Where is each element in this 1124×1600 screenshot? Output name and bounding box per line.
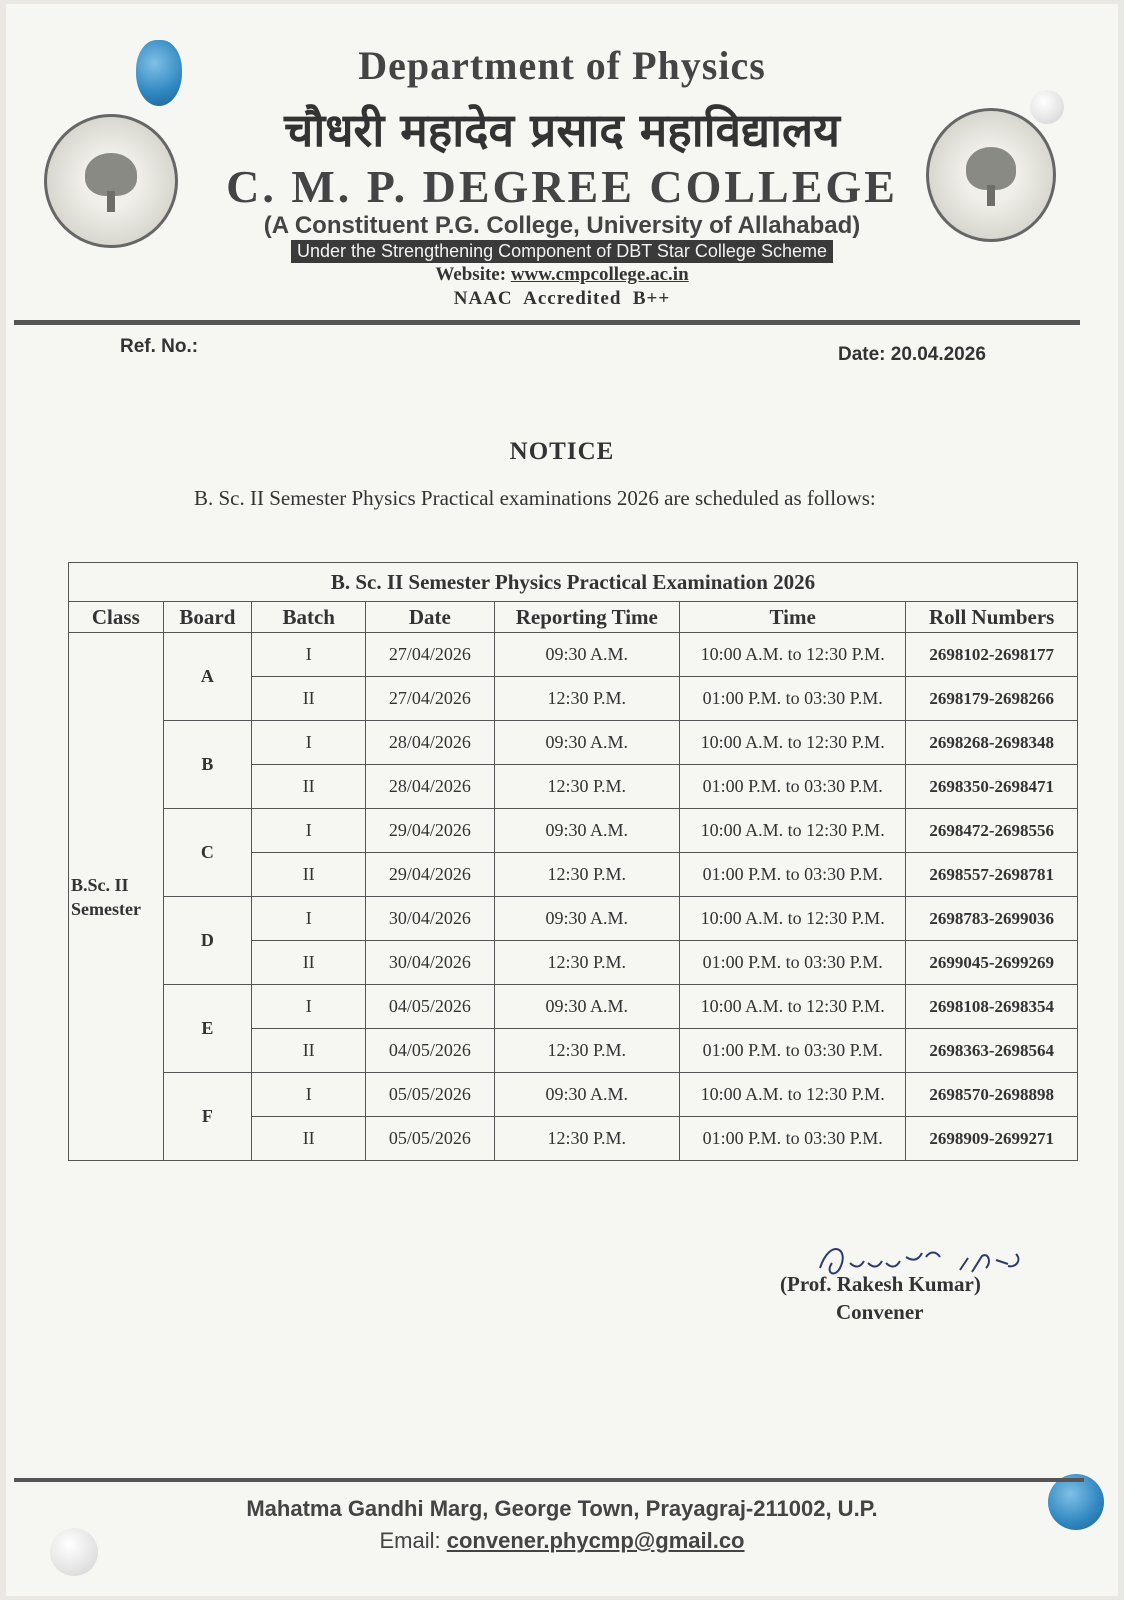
naac-accreditation: NAAC Accredited B++ <box>453 288 671 309</box>
roll-cell: 2698783-2699036 <box>906 897 1078 941</box>
date-cell: 30/04/2026 <box>366 897 494 941</box>
footer-divider <box>14 1478 1084 1482</box>
website-label: Website: <box>435 264 507 285</box>
time-cell: 10:00 A.M. to 12:30 P.M. <box>680 809 906 853</box>
email-label: Email: <box>379 1528 441 1553</box>
reporting-cell: 09:30 A.M. <box>494 721 680 765</box>
batch-cell: I <box>252 721 366 765</box>
reporting-cell: 12:30 P.M. <box>494 1117 680 1161</box>
date-cell: 29/04/2026 <box>366 809 494 853</box>
header-date: Date <box>366 602 494 633</box>
batch-cell: I <box>252 1073 366 1117</box>
header-class: Class <box>69 602 164 633</box>
footer-address: Mahatma Gandhi Marg, George Town, Prayagraj-211002, U.P. <box>246 1496 878 1521</box>
date-cell: 04/05/2026 <box>366 1029 494 1073</box>
date-cell: 30/04/2026 <box>366 941 494 985</box>
reporting-cell: 09:30 A.M. <box>494 809 680 853</box>
signatory-name: (Prof. Rakesh Kumar) <box>780 1272 981 1296</box>
time-cell: 10:00 A.M. to 12:30 P.M. <box>680 985 906 1029</box>
batch-cell: II <box>252 677 366 721</box>
constituent-line: (A Constituent P.G. College, University of Allahabad) <box>263 212 861 239</box>
roll-cell: 2699045-2699269 <box>906 941 1078 985</box>
time-cell: 10:00 A.M. to 12:30 P.M. <box>680 633 906 677</box>
date-cell: 29/04/2026 <box>366 853 494 897</box>
table-caption: B. Sc. II Semester Physics Practical Examination 2026 <box>69 563 1078 602</box>
time-cell: 01:00 P.M. to 03:30 P.M. <box>680 941 906 985</box>
college-name-hindi: चौधरी महादेव प्रसाद महाविद्यालय <box>284 103 840 157</box>
reporting-cell: 12:30 P.M. <box>494 941 680 985</box>
table-row <box>69 721 1078 765</box>
header-batch: Batch <box>252 602 366 633</box>
department-title: Department of Physics <box>358 43 766 88</box>
notice-title: NOTICE <box>509 438 615 465</box>
roll-cell: 2698108-2698354 <box>906 985 1078 1029</box>
date-cell: 04/05/2026 <box>366 985 494 1029</box>
header-divider <box>14 320 1080 325</box>
board-cell: D <box>163 897 252 985</box>
table-row <box>69 1073 1078 1117</box>
roll-cell: 2698268-2698348 <box>906 721 1078 765</box>
roll-cell: 2698472-2698556 <box>906 809 1078 853</box>
class-line-1: B.Sc. II <box>71 874 129 895</box>
board-cell: C <box>163 809 252 897</box>
table-row <box>69 897 1078 941</box>
reporting-cell: 12:30 P.M. <box>494 853 680 897</box>
time-cell: 10:00 A.M. to 12:30 P.M. <box>680 1073 906 1117</box>
date-cell: 05/05/2026 <box>366 1073 494 1117</box>
email-link[interactable]: convener.phycmp@gmail.co <box>446 1528 745 1553</box>
table-row <box>69 809 1078 853</box>
class-line-2: Semester <box>71 898 141 919</box>
date-cell: 05/05/2026 <box>366 1117 494 1161</box>
time-cell: 10:00 A.M. to 12:30 P.M. <box>680 897 906 941</box>
date-cell: 27/04/2026 <box>366 677 494 721</box>
notice-date: Date: 20.04.2026 <box>838 344 986 365</box>
website-link[interactable]: www.cmpcollege.ac.in <box>510 264 689 285</box>
table-row <box>69 633 1078 677</box>
notice-text: B. Sc. II Semester Physics Practical examinations 2026 are scheduled as follows: <box>194 486 876 510</box>
roll-cell: 2698909-2699271 <box>906 1117 1078 1161</box>
batch-cell: I <box>252 897 366 941</box>
roll-cell: 2698179-2698266 <box>906 677 1078 721</box>
roll-cell: 2698102-2698177 <box>906 633 1078 677</box>
reporting-cell: 09:30 A.M. <box>494 633 680 677</box>
roll-cell: 2698570-2698898 <box>906 1073 1078 1117</box>
header-reporting-time: Reporting Time <box>494 602 680 633</box>
exam-schedule-table <box>68 562 1078 1161</box>
time-cell: 01:00 P.M. to 03:30 P.M. <box>680 677 906 721</box>
date-cell: 27/04/2026 <box>366 633 494 677</box>
batch-cell: II <box>252 765 366 809</box>
board-cell: B <box>163 721 252 809</box>
college-name: C. M. P. DEGREE COLLEGE <box>226 161 898 212</box>
reporting-cell: 09:30 A.M. <box>494 985 680 1029</box>
header-roll-numbers: Roll Numbers <box>906 602 1078 633</box>
reporting-cell: 09:30 A.M. <box>494 1073 680 1117</box>
date-cell: 28/04/2026 <box>366 721 494 765</box>
batch-cell: II <box>252 1117 366 1161</box>
batch-cell: I <box>252 633 366 677</box>
time-cell: 01:00 P.M. to 03:30 P.M. <box>680 853 906 897</box>
date-cell: 28/04/2026 <box>366 765 494 809</box>
website-line <box>0 264 1124 286</box>
batch-cell: II <box>252 853 366 897</box>
reporting-cell: 12:30 P.M. <box>494 677 680 721</box>
batch-cell: II <box>252 941 366 985</box>
reporting-cell: 12:30 P.M. <box>494 765 680 809</box>
time-cell: 01:00 P.M. to 03:30 P.M. <box>680 1117 906 1161</box>
batch-cell: I <box>252 809 366 853</box>
table-row <box>69 985 1078 1029</box>
signatory-designation: Convener <box>836 1300 924 1324</box>
table-header-row <box>69 602 1078 633</box>
reporting-cell: 09:30 A.M. <box>494 897 680 941</box>
class-cell <box>69 633 164 1161</box>
batch-cell: I <box>252 985 366 1029</box>
scheme-banner <box>0 240 1124 263</box>
board-cell: E <box>163 985 252 1073</box>
board-cell: A <box>163 633 252 721</box>
batch-cell: II <box>252 1029 366 1073</box>
board-cell: F <box>163 1073 252 1161</box>
time-cell: 01:00 P.M. to 03:30 P.M. <box>680 1029 906 1073</box>
ref-number: Ref. No.: <box>120 336 199 357</box>
reporting-cell: 12:30 P.M. <box>494 1029 680 1073</box>
header-board: Board <box>163 602 252 633</box>
header-time: Time <box>680 602 906 633</box>
footer-email-line <box>0 1528 1124 1554</box>
roll-cell: 2698363-2698564 <box>906 1029 1078 1073</box>
roll-cell: 2698350-2698471 <box>906 765 1078 809</box>
time-cell: 10:00 A.M. to 12:30 P.M. <box>680 721 906 765</box>
scheme-text: Under the Strengthening Component of DBT Star College Scheme <box>291 240 833 263</box>
time-cell: 01:00 P.M. to 03:30 P.M. <box>680 765 906 809</box>
roll-cell: 2698557-2698781 <box>906 853 1078 897</box>
